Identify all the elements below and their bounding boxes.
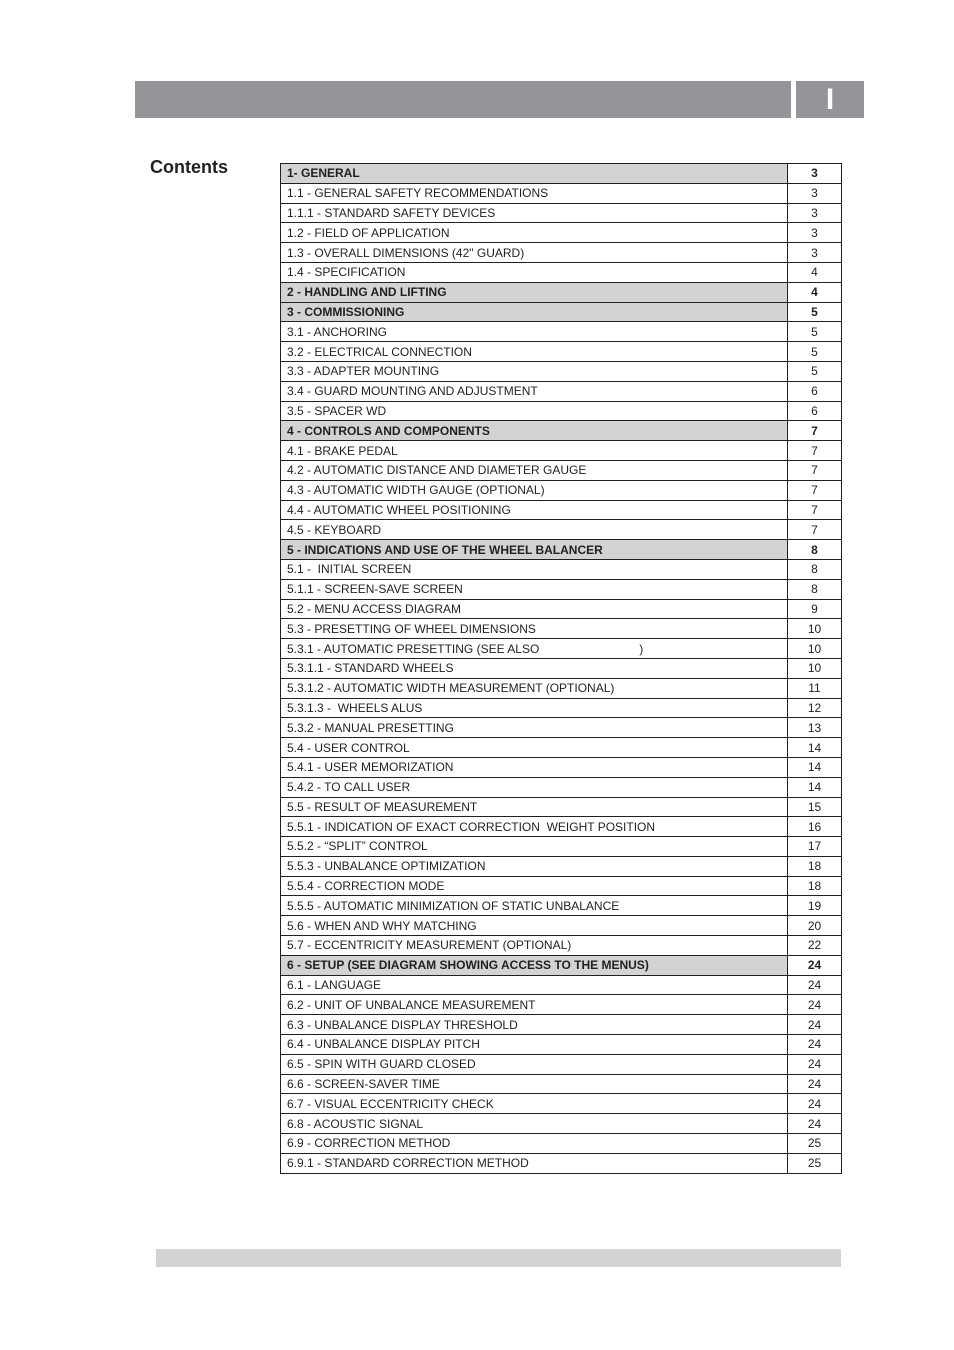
toc-entry-page[interactable]: 8 xyxy=(788,579,842,599)
toc-entry-title[interactable]: 3.1 - ANCHORING xyxy=(281,322,788,342)
toc-section-row[interactable] xyxy=(281,540,842,560)
toc-entry-title[interactable]: 5 - INDICATIONS AND USE OF THE WHEEL BALANCER xyxy=(281,540,788,560)
toc-entry-page[interactable]: 14 xyxy=(788,757,842,777)
toc-entry-page[interactable]: 20 xyxy=(788,916,842,936)
toc-row[interactable] xyxy=(281,856,842,876)
toc-row[interactable] xyxy=(281,975,842,995)
toc-entry-title[interactable]: 6 - SETUP (SEE DIAGRAM SHOWING ACCESS TO THE MENUS) xyxy=(281,955,788,975)
toc-row[interactable] xyxy=(281,361,842,381)
toc-entry-page[interactable]: 12 xyxy=(788,698,842,718)
toc-entry-page[interactable]: 17 xyxy=(788,837,842,857)
toc-entry-page[interactable]: 18 xyxy=(788,876,842,896)
toc-entry-page[interactable]: 3 xyxy=(788,223,842,243)
page-title: Contents xyxy=(150,157,228,177)
toc-row[interactable] xyxy=(281,718,842,738)
toc-row[interactable] xyxy=(281,1015,842,1035)
toc-entry-title[interactable]: 1.3 - OVERALL DIMENSIONS (42" GUARD) xyxy=(281,243,788,263)
toc-entry-title[interactable]: 4.2 - AUTOMATIC DISTANCE AND DIAMETER GAUGE xyxy=(281,460,788,480)
chapter-tab xyxy=(796,81,864,118)
toc-entry-page[interactable]: 10 xyxy=(788,639,842,659)
toc-entry-page[interactable]: 18 xyxy=(788,856,842,876)
toc-row[interactable] xyxy=(281,460,842,480)
toc-entry-page[interactable]: 8 xyxy=(788,559,842,579)
toc-entry-title[interactable]: 1.1.1 - STANDARD SAFETY DEVICES xyxy=(281,203,788,223)
toc-entry-title[interactable]: 3.3 - ADAPTER MOUNTING xyxy=(281,361,788,381)
toc-entry-page[interactable]: 8 xyxy=(788,540,842,560)
toc-entry-title[interactable]: 1.4 - SPECIFICATION xyxy=(281,262,788,282)
toc-entry-title[interactable]: 4.4 - AUTOMATIC WHEEL POSITIONING xyxy=(281,500,788,520)
toc-entry-title[interactable]: 6.1 - LANGUAGE xyxy=(281,975,788,995)
toc-entry-page[interactable]: 24 xyxy=(788,995,842,1015)
toc-entry-page[interactable]: 24 xyxy=(788,1054,842,1074)
toc-entry-title[interactable]: 5.3.1 - AUTOMATIC PRESETTING (SEE ALSO ) xyxy=(281,639,788,659)
toc-entry-page[interactable]: 14 xyxy=(788,738,842,758)
toc-row[interactable] xyxy=(281,262,842,282)
toc-entry-title[interactable]: 3.5 - SPACER WD xyxy=(281,401,788,421)
toc-row[interactable] xyxy=(281,401,842,421)
toc-row[interactable] xyxy=(281,500,842,520)
toc-entry-title[interactable]: 5.3.1.1 - STANDARD WHEELS xyxy=(281,658,788,678)
toc-row[interactable] xyxy=(281,342,842,362)
toc-section-row[interactable] xyxy=(281,421,842,441)
toc-entry-title[interactable]: 5.5.2 - “SPLIT” CONTROL xyxy=(281,837,788,857)
toc-entry-title[interactable]: 5.5.1 - INDICATION OF EXACT CORRECTION WEIGHT POSITION xyxy=(281,817,788,837)
toc-row[interactable] xyxy=(281,1094,842,1114)
toc-entry-title[interactable]: 5.4.2 - TO CALL USER xyxy=(281,777,788,797)
toc-entry-title[interactable]: 6.9 - CORRECTION METHOD xyxy=(281,1134,788,1154)
toc-entry-title[interactable]: 6.4 - UNBALANCE DISPLAY PITCH xyxy=(281,1035,788,1055)
toc-row[interactable] xyxy=(281,322,842,342)
toc-entry-page[interactable]: 10 xyxy=(788,619,842,639)
toc-entry-title[interactable]: 3.2 - ELECTRICAL CONNECTION xyxy=(281,342,788,362)
toc-entry-title[interactable]: 5.5.3 - UNBALANCE OPTIMIZATION xyxy=(281,856,788,876)
toc-entry-title[interactable]: 1- GENERAL xyxy=(281,164,788,184)
toc-row[interactable] xyxy=(281,520,842,540)
footer-bar xyxy=(156,1249,841,1267)
toc-entry-page[interactable]: 7 xyxy=(788,441,842,461)
toc-entry-page[interactable]: 3 xyxy=(788,164,842,184)
toc-entry-page[interactable]: 15 xyxy=(788,797,842,817)
toc-entry-page[interactable]: 13 xyxy=(788,718,842,738)
toc-entry-page[interactable]: 24 xyxy=(788,1035,842,1055)
toc-entry-page[interactable]: 7 xyxy=(788,480,842,500)
toc-section-row[interactable] xyxy=(281,164,842,184)
toc-row[interactable] xyxy=(281,738,842,758)
toc-entry-title[interactable]: 6.5 - SPIN WITH GUARD CLOSED xyxy=(281,1054,788,1074)
toc-entry-page[interactable]: 7 xyxy=(788,500,842,520)
toc-row[interactable] xyxy=(281,1035,842,1055)
toc-row[interactable] xyxy=(281,896,842,916)
toc-row[interactable] xyxy=(281,995,842,1015)
toc-entry-title[interactable]: 1.2 - FIELD OF APPLICATION xyxy=(281,223,788,243)
toc-entry-page[interactable]: 3 xyxy=(788,203,842,223)
toc-row[interactable] xyxy=(281,619,842,639)
toc-entry-title[interactable]: 4.1 - BRAKE PEDAL xyxy=(281,441,788,461)
toc-entry-page[interactable]: 25 xyxy=(788,1153,842,1173)
toc-entry-page[interactable]: 24 xyxy=(788,975,842,995)
toc-row[interactable] xyxy=(281,639,842,659)
toc-row[interactable] xyxy=(281,797,842,817)
toc-entry-title[interactable]: 4.5 - KEYBOARD xyxy=(281,520,788,540)
toc-row[interactable] xyxy=(281,757,842,777)
toc-entry-title[interactable]: 6.3 - UNBALANCE DISPLAY THRESHOLD xyxy=(281,1015,788,1035)
toc-entry-title[interactable]: 5.5 - RESULT OF MEASUREMENT xyxy=(281,797,788,817)
toc-entry-page[interactable]: 6 xyxy=(788,401,842,421)
toc-entry-title[interactable]: 5.7 - ECCENTRICITY MEASUREMENT (OPTIONAL) xyxy=(281,936,788,956)
toc-row[interactable] xyxy=(281,936,842,956)
header-bar xyxy=(135,81,791,118)
toc-entry-page[interactable]: 5 xyxy=(788,322,842,342)
toc-entry-page[interactable]: 14 xyxy=(788,777,842,797)
toc-entry-title[interactable]: 3 - COMMISSIONING xyxy=(281,302,788,322)
toc-section-row[interactable] xyxy=(281,282,842,302)
toc-row[interactable] xyxy=(281,1114,842,1134)
toc-entry-title[interactable]: 6.8 - ACOUSTIC SIGNAL xyxy=(281,1114,788,1134)
toc-entry-page[interactable]: 24 xyxy=(788,1015,842,1035)
toc-row[interactable] xyxy=(281,916,842,936)
toc-row[interactable] xyxy=(281,837,842,857)
toc-entry-title[interactable]: 5.5.4 - CORRECTION MODE xyxy=(281,876,788,896)
toc-entry-title[interactable]: 5.3.1.2 - AUTOMATIC WIDTH MEASUREMENT (OPTIONAL) xyxy=(281,678,788,698)
toc-row[interactable] xyxy=(281,599,842,619)
toc-row[interactable] xyxy=(281,441,842,461)
toc-row[interactable] xyxy=(281,1074,842,1094)
toc-entry-title[interactable]: 5.6 - WHEN AND WHY MATCHING xyxy=(281,916,788,936)
chapter-tab-label: I xyxy=(825,82,835,116)
toc-entry-title[interactable]: 6.6 - SCREEN-SAVER TIME xyxy=(281,1074,788,1094)
toc-entry-title[interactable]: 5.3 - PRESETTING OF WHEEL DIMENSIONS xyxy=(281,619,788,639)
toc-entry-title[interactable]: 5.2 - MENU ACCESS DIAGRAM xyxy=(281,599,788,619)
toc-row[interactable] xyxy=(281,698,842,718)
toc-row[interactable] xyxy=(281,876,842,896)
toc-entry-page[interactable]: 22 xyxy=(788,936,842,956)
toc-entry-page[interactable]: 5 xyxy=(788,302,842,322)
toc-entry-page[interactable]: 16 xyxy=(788,817,842,837)
toc-entry-page[interactable]: 5 xyxy=(788,361,842,381)
toc-row[interactable] xyxy=(281,1054,842,1074)
toc-row[interactable] xyxy=(281,777,842,797)
toc-entry-page[interactable]: 3 xyxy=(788,183,842,203)
toc-entry-title[interactable]: 6.7 - VISUAL ECCENTRICITY CHECK xyxy=(281,1094,788,1114)
toc-row[interactable] xyxy=(281,183,842,203)
toc-row[interactable] xyxy=(281,203,842,223)
toc-entry-title[interactable]: 5.4.1 - USER MEMORIZATION xyxy=(281,757,788,777)
toc-entry-title[interactable]: 5.3.1.3 - WHEELS ALUS xyxy=(281,698,788,718)
toc-entry-title[interactable]: 5.5.5 - AUTOMATIC MINIMIZATION OF STATIC UNBALANCE xyxy=(281,896,788,916)
toc-entry-page[interactable]: 25 xyxy=(788,1134,842,1154)
toc-entry-page[interactable]: 10 xyxy=(788,658,842,678)
toc-entry-title[interactable]: 6.2 - UNIT OF UNBALANCE MEASUREMENT xyxy=(281,995,788,1015)
toc-body xyxy=(281,164,842,1174)
toc-entry-title[interactable]: 3.4 - GUARD MOUNTING AND ADJUSTMENT xyxy=(281,381,788,401)
toc-row[interactable] xyxy=(281,223,842,243)
toc-row[interactable] xyxy=(281,559,842,579)
toc-entry-page[interactable]: 9 xyxy=(788,599,842,619)
toc-section-row[interactable] xyxy=(281,302,842,322)
table-of-contents xyxy=(280,163,842,1174)
toc-row[interactable] xyxy=(281,480,842,500)
toc-entry-page[interactable]: 24 xyxy=(788,955,842,975)
toc-entry-page[interactable]: 7 xyxy=(788,520,842,540)
toc-entry-page[interactable]: 5 xyxy=(788,342,842,362)
toc-entry-page[interactable]: 7 xyxy=(788,421,842,441)
toc-entry-page[interactable]: 3 xyxy=(788,243,842,263)
toc-row[interactable] xyxy=(281,1153,842,1173)
toc-entry-title[interactable]: 4.3 - AUTOMATIC WIDTH GAUGE (OPTIONAL) xyxy=(281,480,788,500)
toc-entry-title[interactable]: 5.4 - USER CONTROL xyxy=(281,738,788,758)
toc-row[interactable] xyxy=(281,817,842,837)
toc-row[interactable] xyxy=(281,381,842,401)
toc-entry-page[interactable]: 24 xyxy=(788,1074,842,1094)
toc-entry-page[interactable]: 24 xyxy=(788,1114,842,1134)
toc-row[interactable] xyxy=(281,1134,842,1154)
toc-entry-title[interactable]: 5.3.2 - MANUAL PRESETTING xyxy=(281,718,788,738)
toc-entry-page[interactable]: 7 xyxy=(788,460,842,480)
toc-entry-page[interactable]: 11 xyxy=(788,678,842,698)
toc-section-row[interactable] xyxy=(281,955,842,975)
toc-row[interactable] xyxy=(281,579,842,599)
toc-row[interactable] xyxy=(281,658,842,678)
toc-entry-page[interactable]: 4 xyxy=(788,262,842,282)
toc-entry-page[interactable]: 6 xyxy=(788,381,842,401)
toc-row[interactable] xyxy=(281,243,842,263)
toc-entry-page[interactable]: 4 xyxy=(788,282,842,302)
toc-row[interactable] xyxy=(281,678,842,698)
toc-entry-title[interactable]: 4 - CONTROLS AND COMPONENTS xyxy=(281,421,788,441)
toc-entry-page[interactable]: 19 xyxy=(788,896,842,916)
toc-entry-title[interactable]: 6.9.1 - STANDARD CORRECTION METHOD xyxy=(281,1153,788,1173)
toc-entry-title[interactable]: 2 - HANDLING AND LIFTING xyxy=(281,282,788,302)
toc-entry-title[interactable]: 5.1.1 - SCREEN-SAVE SCREEN xyxy=(281,579,788,599)
toc-entry-page[interactable]: 24 xyxy=(788,1094,842,1114)
toc-entry-title[interactable]: 1.1 - GENERAL SAFETY RECOMMENDATIONS xyxy=(281,183,788,203)
toc-entry-title[interactable]: 5.1 - INITIAL SCREEN xyxy=(281,559,788,579)
